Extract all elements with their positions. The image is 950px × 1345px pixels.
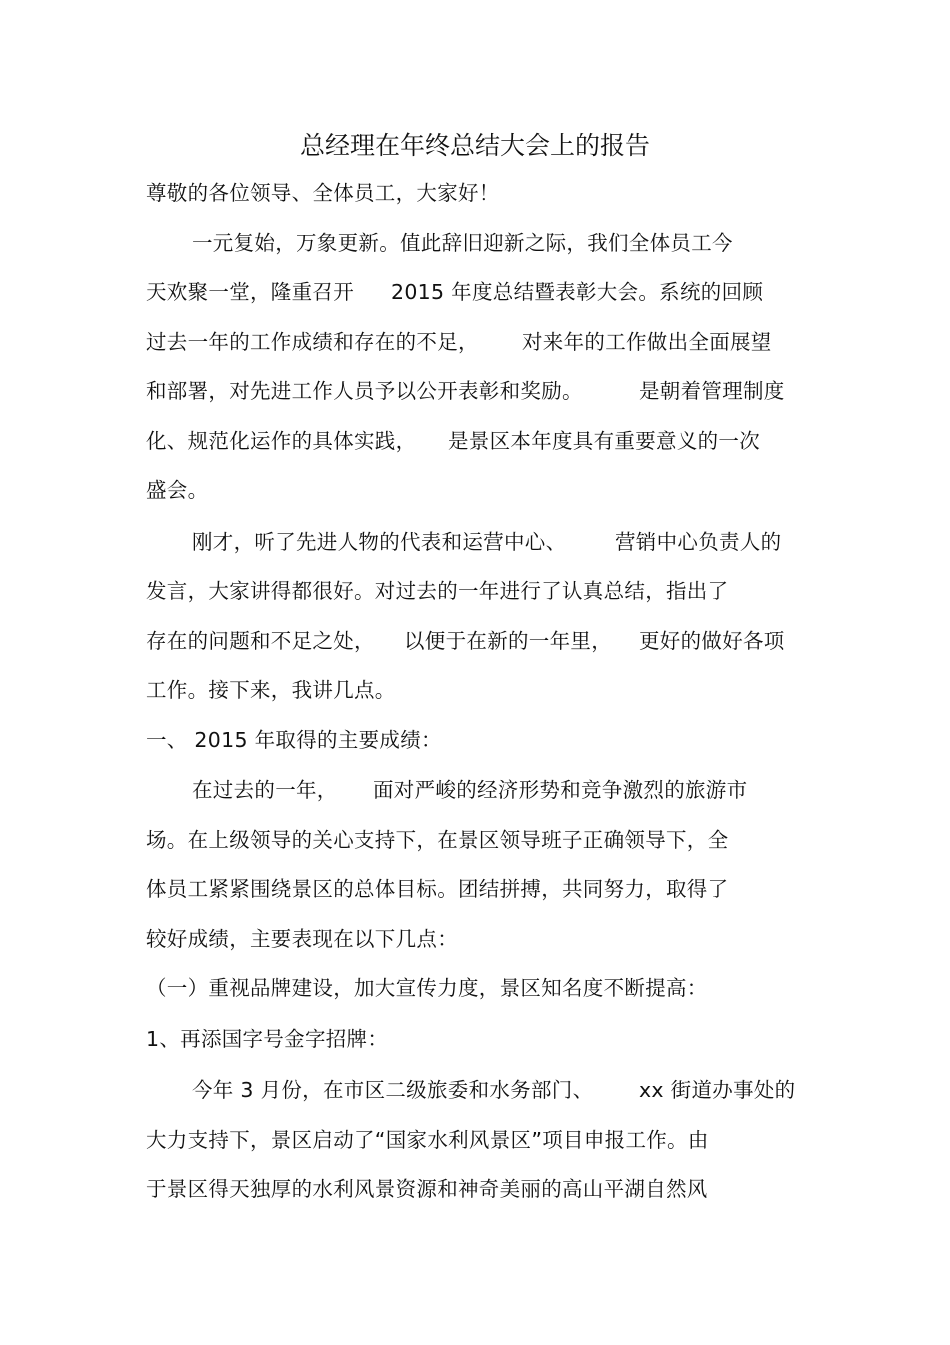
text-segment: xx 街道办事处的: [639, 1078, 796, 1102]
text-segment: 以便于在新的一年里，: [404, 629, 612, 653]
text-segment: 较好成绩，主要表现在以下几点：: [146, 927, 458, 951]
text-segment: 是朝着管理制度: [639, 379, 785, 403]
text-line: [0, 621, 950, 661]
text-line: [0, 1169, 950, 1209]
text-segment: 场。在上级领导的关心支持下，在景区领导班子正确领导下，全: [146, 828, 729, 852]
text-segment: 2015 年度总结暨表彰大会。系统的回顾: [391, 280, 764, 304]
text-line: [0, 919, 950, 959]
text-segment: 发言，大家讲得都很好。对过去的一年进行了认真总结，指出了: [146, 579, 729, 603]
text-segment: 今年 3 月份，在市区二级旅委和水务部门、: [192, 1078, 594, 1102]
text-line: [0, 968, 950, 1008]
text-line: [0, 670, 950, 710]
text-line: [0, 820, 950, 860]
text-line: [0, 322, 950, 362]
text-segment: 是景区本年度具有重要意义的一次: [448, 429, 760, 453]
text-segment: 一、 2015 年取得的主要成绩：: [146, 728, 442, 752]
text-line: [0, 470, 950, 510]
text-segment: 1、再添国字号金字招牌：: [146, 1027, 389, 1051]
text-segment: 对来年的工作做出全面展望: [522, 330, 772, 354]
text-segment: 大力支持下，景区启动了“国家水利风景区”项目申报工作。由: [146, 1128, 709, 1152]
text-segment: 存在的问题和不足之处，: [146, 629, 375, 653]
text-segment: 盛会。: [146, 478, 209, 502]
text-line: [0, 522, 950, 562]
text-line: [0, 1070, 950, 1110]
text-segment: （一）重视品牌建设，加大宣传力度，景区知名度不断提高：: [146, 976, 708, 1000]
text-line: [0, 869, 950, 909]
text-segment: 和部署，对先进工作人员予以公开表彰和奖励。: [146, 379, 583, 403]
document-title: 总经理在年终总结大会上的报告: [299, 131, 650, 160]
text-segment: 天欢聚一堂，隆重召开: [146, 280, 354, 304]
text-segment: 一元复始，万象更新。值此辞旧迎新之际，我们全体员工今: [192, 231, 733, 255]
text-line: [0, 1120, 950, 1160]
text-line: [0, 720, 950, 760]
text-line: [0, 173, 950, 213]
text-line: [0, 272, 950, 312]
text-segment: 刚才，听了先进人物的代表和运营中心、: [192, 530, 567, 554]
text-line: [0, 1019, 950, 1059]
text-line: [0, 223, 950, 263]
text-line: [0, 421, 950, 461]
text-line: [0, 371, 950, 411]
text-line: [0, 571, 950, 611]
text-segment: 于景区得天独厚的水利风景资源和神奇美丽的高山平湖自然风: [146, 1177, 708, 1201]
text-segment: 化、规范化运作的具体实践，: [146, 429, 417, 453]
text-segment: 过去一年的工作成绩和存在的不足，: [146, 330, 479, 354]
text-segment: 更好的做好各项: [639, 629, 785, 653]
text-segment: 体员工紧紧围绕景区的总体目标。团结拼搏，共同努力，取得了: [146, 877, 729, 901]
text-segment: 在过去的一年，: [192, 778, 338, 802]
text-segment: 面对严峻的经济形势和竞争激烈的旅游市: [373, 778, 748, 802]
text-segment: 尊敬的各位领导、全体员工，大家好！: [146, 181, 500, 205]
text-segment: 营销中心负责人的: [615, 530, 782, 554]
text-segment: 工作。接下来，我讲几点。: [146, 678, 396, 702]
text-line: [0, 770, 950, 810]
